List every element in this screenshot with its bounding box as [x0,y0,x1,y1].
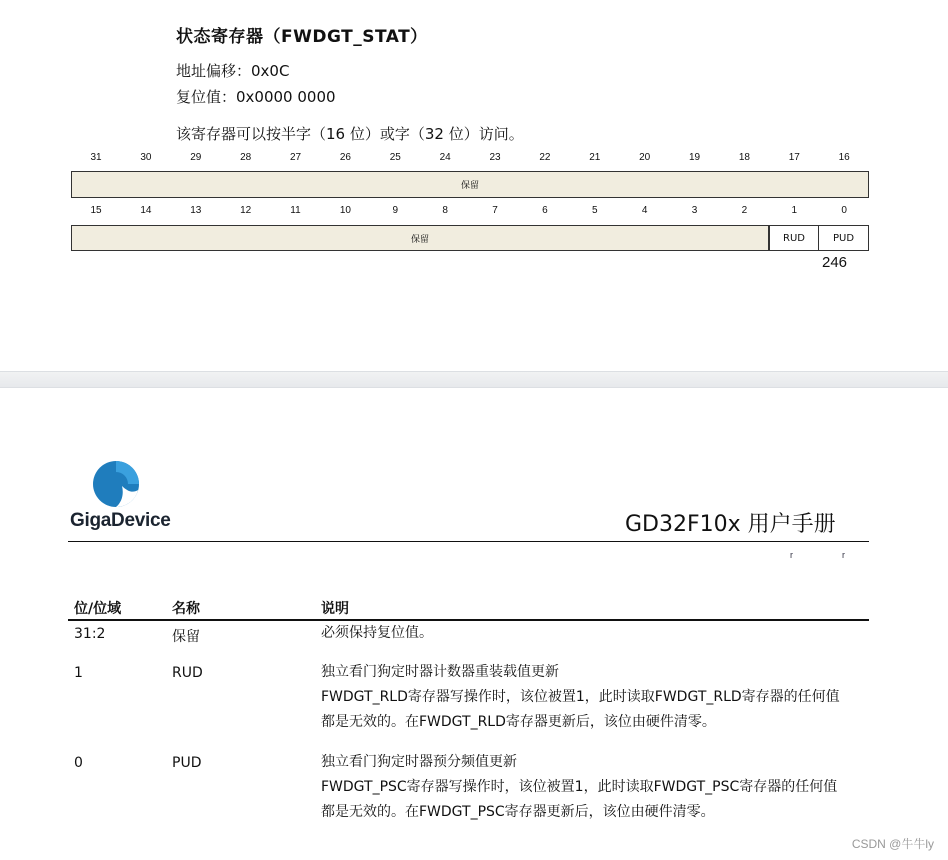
table-row-desc: 独立看门狗定时器计数器重装载值更新 FWDGT_RLD寄存器写操作时，该位被置1，此时读取FWDGT_RLD寄存器的任何值 都是无效的。在FWDGT_RLD寄存器更新后，该位由硬件清零。 [321,664,840,730]
bit-number: 23 [489,152,501,163]
table-header-rule [68,619,869,621]
bit-number: 9 [392,205,399,216]
bit-number: 28 [240,152,252,163]
bit-number: 13 [190,205,202,216]
page-separator [0,371,948,388]
bit-number: 0 [841,205,847,216]
table-row-desc: 独立看门狗定时器预分频值更新 FWDGT_PSC寄存器写操作时，该位被置1，此时读取FWDGT_PSC寄存器的任何值 都是无效的。在FWDGT_PSC寄存器更新后，该位由硬件清零。 [321,754,838,820]
bit-number: 1 [791,205,798,216]
bit-number: 12 [240,205,252,216]
bit-number: 3 [691,205,698,216]
register-title: 状态寄存器（FWDGT_STAT） [176,27,428,47]
page-number: 246 [822,254,848,271]
bit-number: 18 [738,152,750,163]
bit-number: 16 [838,152,850,163]
pud-field: PUD [819,225,869,251]
bit-number: 20 [639,152,651,163]
table-row-desc: 必须保持复位值。 [321,625,433,641]
table-row-bits: 31:2 [74,626,106,642]
brand-name: GigaDevice [70,510,171,531]
bit-number: 7 [492,205,498,216]
reserved-field-lower: 保留 [71,225,769,251]
col-header-name: 名称 [172,601,200,617]
bit-number: 6 [542,205,548,216]
reset-value: 复位值：0x0000 0000 [176,88,336,106]
bit-number: 31 [90,152,102,163]
bit-number: 5 [591,205,598,216]
table-row-name: 保留 [172,629,200,645]
bit-number: 21 [589,152,601,163]
bit-number: 10 [339,205,351,216]
rud-field: RUD [769,225,819,251]
table-row-name: RUD [172,665,203,681]
csdn-watermark: CSDN @牛牛ly [851,837,934,851]
registered-mark-2: r [842,550,845,560]
col-header-desc: 说明 [321,601,349,617]
table-row-name: PUD [172,755,202,771]
bit-number: 30 [140,152,152,163]
bit-number: 26 [339,152,351,163]
address-offset: 地址偏移：0x0C [176,62,290,80]
table-row-bits: 0 [74,755,83,771]
bit-number: 24 [439,152,451,163]
col-header-bits: 位/位域 [74,601,122,617]
bit-number: 29 [190,152,202,163]
bit-number: 2 [741,205,748,216]
gigadevice-logo-icon [92,460,140,512]
table-row-bits: 1 [74,665,83,681]
bit-number: 17 [788,152,800,163]
document-title: GD32F10x 用户手册 [625,512,836,537]
bit-number: 11 [290,205,301,216]
bit-number: 22 [539,152,551,163]
reserved-field-upper: 保留 [71,171,869,198]
header-rule [68,541,869,542]
bit-number: 15 [90,205,102,216]
bit-number: 14 [140,205,152,216]
bit-number: 27 [289,152,302,163]
bit-number: 25 [389,152,401,163]
bit-number: 19 [688,152,701,163]
bit-number: 8 [442,205,448,216]
bit-number: 4 [641,205,648,216]
registered-mark-1: r [790,550,793,560]
access-note: 该寄存器可以按半字（16 位）或字（32 位）访问。 [176,125,524,143]
